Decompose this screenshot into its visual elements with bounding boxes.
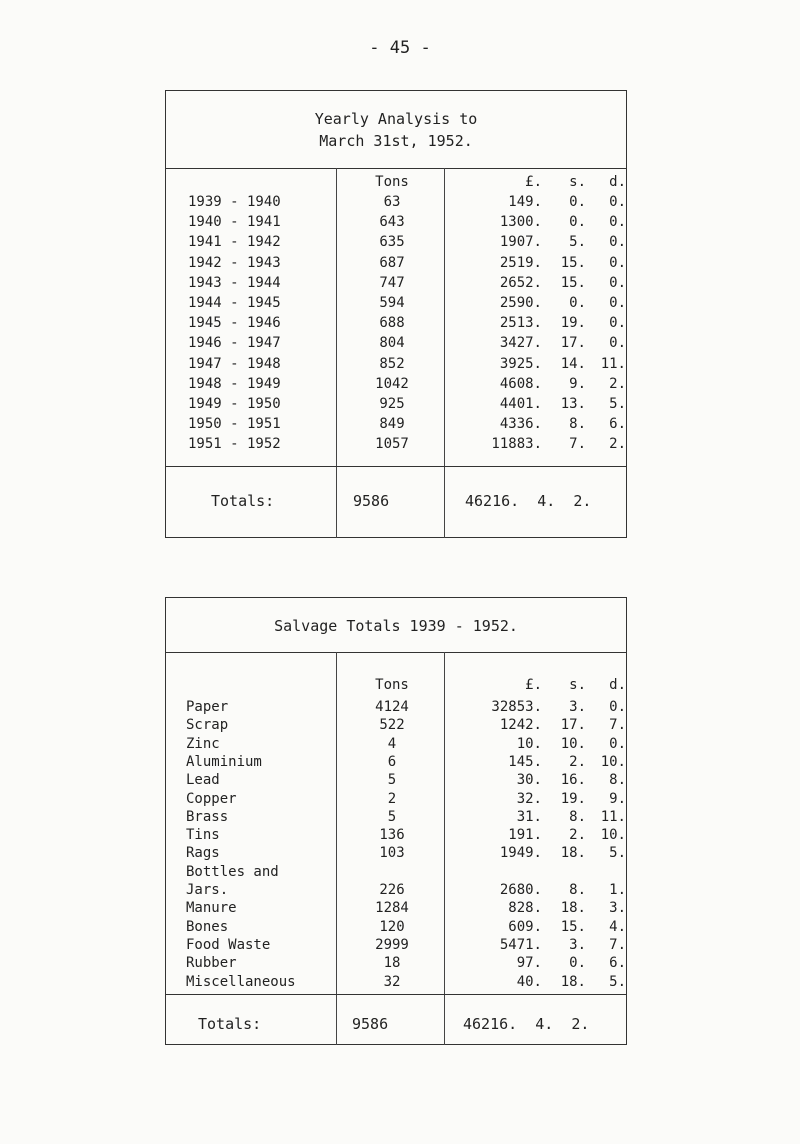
yearly-label: 1950 - 1951 xyxy=(188,416,281,433)
yearly-pence: 0. xyxy=(609,295,626,311)
salvage-pence: 10. xyxy=(600,827,626,844)
salvage-pounds: 2680. xyxy=(499,882,542,898)
yearly-pence: 0. xyxy=(609,234,626,251)
yearly-row xyxy=(0,232,800,252)
salvage-shillings: 17. xyxy=(560,717,586,734)
salvage-pence: 8. xyxy=(609,772,626,789)
yearly-tons: 849 xyxy=(379,416,405,433)
yearly-pence: 11. xyxy=(600,355,626,372)
yearly-row xyxy=(0,212,800,232)
yearly-tons: 643 xyxy=(379,214,405,231)
salvage-pounds: 609. xyxy=(508,918,542,935)
salvage-pence: 3. xyxy=(609,900,626,917)
yearly-row xyxy=(0,354,800,374)
yearly-tons: 1057 xyxy=(375,436,409,453)
salvage-tons: 136 xyxy=(379,827,405,844)
salvage-shillings: 2. xyxy=(569,753,586,770)
yearly-tons: 747 xyxy=(379,274,405,291)
yearly-pounds: 2590. xyxy=(499,295,542,311)
salvage-label: Manure xyxy=(186,900,237,917)
yearly-row xyxy=(0,394,800,414)
salvage-shillings: 18. xyxy=(560,900,586,917)
yearly-totals-money: 46216. 4. 2. xyxy=(465,492,592,510)
salvage-label: Lead xyxy=(186,772,220,789)
yearly-tons: 635 xyxy=(379,234,405,251)
salvage-tons: 103 xyxy=(379,845,405,862)
yearly-row xyxy=(0,313,800,333)
yearly-row xyxy=(0,192,800,212)
salvage-tons: 18 xyxy=(383,955,401,972)
salvage-pounds: 97. xyxy=(516,955,542,972)
salvage-pence: 9. xyxy=(609,790,626,807)
yearly-header-row xyxy=(0,172,800,192)
yearly-shillings: 9. xyxy=(569,375,586,392)
salvage-shillings: 2. xyxy=(569,827,586,844)
yearly-row xyxy=(0,253,800,273)
salvage-totals-money: 46216. 4. 2. xyxy=(463,1015,590,1033)
salvage-tons: 6 xyxy=(387,753,397,770)
salvage-tons: 5 xyxy=(387,772,397,789)
salvage-tons: 2 xyxy=(387,790,397,807)
yearly-pounds: 3925. xyxy=(499,355,542,372)
salvage-shillings: 16. xyxy=(560,772,586,789)
salvage-pence: 7. xyxy=(609,936,626,953)
yearly-totals-divider xyxy=(165,466,627,467)
salvage-row xyxy=(0,953,800,973)
yearly-label: 1942 - 1943 xyxy=(188,254,281,271)
salvage-pounds: 145. xyxy=(508,753,542,770)
yearly-shillings: 17. xyxy=(560,335,586,352)
yearly-pence: 2. xyxy=(609,436,626,453)
salvage-header-pence: d. xyxy=(609,677,626,693)
salvage-tons: 32 xyxy=(383,973,401,990)
salvage-pounds: 30. xyxy=(516,772,542,789)
yearly-pounds: 4608. xyxy=(499,375,542,392)
salvage-row xyxy=(0,770,800,790)
yearly-tons: 925 xyxy=(379,396,405,412)
salvage-shillings: 0. xyxy=(569,955,586,972)
salvage-pounds: 1949. xyxy=(499,845,542,862)
salvage-label: Rags xyxy=(186,845,220,862)
salvage-row xyxy=(0,734,800,754)
yearly-pounds: 2519. xyxy=(499,254,542,271)
salvage-pence: 5. xyxy=(609,845,626,862)
salvage-label: Paper xyxy=(186,699,229,715)
yearly-label: 1945 - 1946 xyxy=(188,315,281,332)
salvage-label: Brass xyxy=(186,808,229,825)
salvage-header-row xyxy=(0,675,800,695)
salvage-pounds: 31. xyxy=(516,808,542,825)
salvage-pounds: 5471. xyxy=(499,936,542,953)
yearly-label: 1947 - 1948 xyxy=(188,355,281,372)
yearly-tons: 63 xyxy=(383,194,401,210)
salvage-pence: 0. xyxy=(609,735,626,752)
yearly-label: 1941 - 1942 xyxy=(188,234,281,251)
salvage-row xyxy=(0,898,800,918)
yearly-pounds: 1907. xyxy=(499,234,542,251)
yearly-row xyxy=(0,333,800,353)
yearly-pounds: 2652. xyxy=(499,274,542,291)
salvage-row xyxy=(0,789,800,809)
yearly-label: 1940 - 1941 xyxy=(188,214,281,231)
yearly-label: 1949 - 1950 xyxy=(188,396,281,412)
salvage-title: Salvage Totals 1939 - 1952. xyxy=(274,617,518,635)
yearly-pounds: 2513. xyxy=(499,315,542,332)
salvage-pounds: 10. xyxy=(516,735,542,752)
salvage-shillings: 18. xyxy=(560,973,586,990)
yearly-pence: 0. xyxy=(609,254,626,271)
salvage-row xyxy=(0,843,800,863)
yearly-row xyxy=(0,414,800,434)
yearly-tons: 852 xyxy=(379,355,405,372)
yearly-pence: 0. xyxy=(609,335,626,352)
salvage-tons: 120 xyxy=(379,918,405,935)
yearly-shillings: 7. xyxy=(569,436,586,453)
yearly-pence: 5. xyxy=(609,396,626,412)
yearly-title-line2: March 31st, 1952. xyxy=(319,132,473,150)
yearly-label: 1951 - 1952 xyxy=(188,436,281,453)
salvage-tons: 522 xyxy=(379,717,405,734)
salvage-label: Bottles and xyxy=(186,863,279,880)
yearly-totals-label: Totals: xyxy=(211,492,275,510)
salvage-shillings: 8. xyxy=(569,882,586,898)
yearly-pounds: 3427. xyxy=(499,335,542,352)
yearly-tons: 688 xyxy=(379,315,405,332)
yearly-tons: 804 xyxy=(379,335,405,352)
yearly-label: 1943 - 1944 xyxy=(188,274,281,291)
salvage-row xyxy=(0,917,800,937)
salvage-pence: 1. xyxy=(609,882,626,898)
salvage-pence: 11. xyxy=(600,808,626,825)
salvage-row xyxy=(0,880,800,900)
salvage-label: Zinc xyxy=(186,735,220,752)
salvage-pounds: 32. xyxy=(516,790,542,807)
yearly-pounds: 149. xyxy=(508,194,542,210)
yearly-shillings: 0. xyxy=(569,295,586,311)
salvage-tons: 5 xyxy=(387,808,397,825)
salvage-shillings: 10. xyxy=(560,735,586,752)
yearly-shillings: 13. xyxy=(560,396,586,412)
yearly-row xyxy=(0,293,800,313)
yearly-pence: 0. xyxy=(609,315,626,332)
yearly-row xyxy=(0,434,800,454)
salvage-totals-divider xyxy=(165,994,627,995)
salvage-pounds: 191. xyxy=(508,827,542,844)
yearly-pounds: 1300. xyxy=(499,214,542,231)
salvage-pounds: 1242. xyxy=(499,717,542,734)
yearly-row xyxy=(0,374,800,394)
yearly-shillings: 15. xyxy=(560,254,586,271)
yearly-shillings: 15. xyxy=(560,274,586,291)
salvage-tons: 4 xyxy=(387,735,397,752)
salvage-pence: 6. xyxy=(609,955,626,972)
salvage-label: Aluminium xyxy=(186,753,262,770)
yearly-header-tons: Tons xyxy=(375,174,409,190)
yearly-title-box xyxy=(165,90,627,169)
salvage-row xyxy=(0,807,800,827)
salvage-label: Bones xyxy=(186,918,229,935)
yearly-pence: 6. xyxy=(609,416,626,433)
salvage-tons: 226 xyxy=(379,882,405,898)
salvage-pence: 10. xyxy=(600,753,626,770)
yearly-shillings: 0. xyxy=(569,214,586,231)
yearly-pounds: 4401. xyxy=(499,396,542,412)
salvage-tons: 4124 xyxy=(375,699,409,715)
yearly-pence: 0. xyxy=(609,214,626,231)
yearly-shillings: 8. xyxy=(569,416,586,433)
page-number: - 45 - xyxy=(369,38,431,58)
salvage-shillings: 15. xyxy=(560,918,586,935)
salvage-header-tons: Tons xyxy=(375,677,409,693)
salvage-shillings: 18. xyxy=(560,845,586,862)
salvage-row xyxy=(0,862,800,882)
yearly-label: 1948 - 1949 xyxy=(188,375,281,392)
yearly-header-shillings: s. xyxy=(569,174,586,190)
yearly-shillings: 5. xyxy=(569,234,586,251)
salvage-title-box xyxy=(165,597,627,653)
salvage-row xyxy=(0,752,800,772)
salvage-row xyxy=(0,825,800,845)
salvage-pence: 0. xyxy=(609,699,626,715)
salvage-totals-tons: 9586 xyxy=(352,1015,389,1033)
salvage-shillings: 8. xyxy=(569,808,586,825)
yearly-shillings: 19. xyxy=(560,315,586,332)
salvage-label: Copper xyxy=(186,790,237,807)
salvage-row xyxy=(0,715,800,735)
yearly-label: 1946 - 1947 xyxy=(188,335,281,352)
salvage-pence: 7. xyxy=(609,717,626,734)
salvage-row xyxy=(0,935,800,955)
salvage-pence: 4. xyxy=(609,918,626,935)
yearly-header-pounds: £. xyxy=(525,174,542,190)
yearly-pence: 0. xyxy=(609,194,626,210)
salvage-label: Food Waste xyxy=(186,936,271,953)
salvage-label: Miscellaneous xyxy=(186,973,296,990)
yearly-label: 1939 - 1940 xyxy=(188,194,281,210)
yearly-pounds: 11883. xyxy=(491,436,542,453)
salvage-shillings: 3. xyxy=(569,936,586,953)
salvage-tons: 1284 xyxy=(375,900,409,917)
salvage-pence: 5. xyxy=(609,973,626,990)
salvage-label: Rubber xyxy=(186,955,237,972)
yearly-pence: 0. xyxy=(609,274,626,291)
yearly-tons: 687 xyxy=(379,254,405,271)
yearly-totals-tons: 9586 xyxy=(353,492,390,510)
salvage-pounds: 40. xyxy=(516,973,542,990)
salvage-label: Jars. xyxy=(186,882,229,898)
salvage-shillings: 3. xyxy=(569,699,586,715)
yearly-label: 1944 - 1945 xyxy=(188,295,281,311)
yearly-shillings: 14. xyxy=(560,355,586,372)
salvage-header-pounds: £. xyxy=(525,677,542,693)
yearly-shillings: 0. xyxy=(569,194,586,210)
salvage-header-shillings: s. xyxy=(569,677,586,693)
yearly-tons: 594 xyxy=(379,295,405,311)
yearly-title-line1: Yearly Analysis to xyxy=(314,110,478,128)
salvage-pounds: 828. xyxy=(508,900,542,917)
salvage-row xyxy=(0,972,800,992)
salvage-label: Tins xyxy=(186,827,220,844)
yearly-tons: 1042 xyxy=(375,375,409,392)
salvage-pounds: 32853. xyxy=(491,699,542,715)
yearly-row xyxy=(0,273,800,293)
yearly-pounds: 4336. xyxy=(499,416,542,433)
yearly-pence: 2. xyxy=(609,375,626,392)
salvage-shillings: 19. xyxy=(560,790,586,807)
salvage-row xyxy=(0,697,800,717)
yearly-header-pence: d. xyxy=(609,174,626,190)
salvage-label: Scrap xyxy=(186,717,229,734)
salvage-totals-label: Totals: xyxy=(198,1015,262,1033)
salvage-tons: 2999 xyxy=(375,936,409,953)
